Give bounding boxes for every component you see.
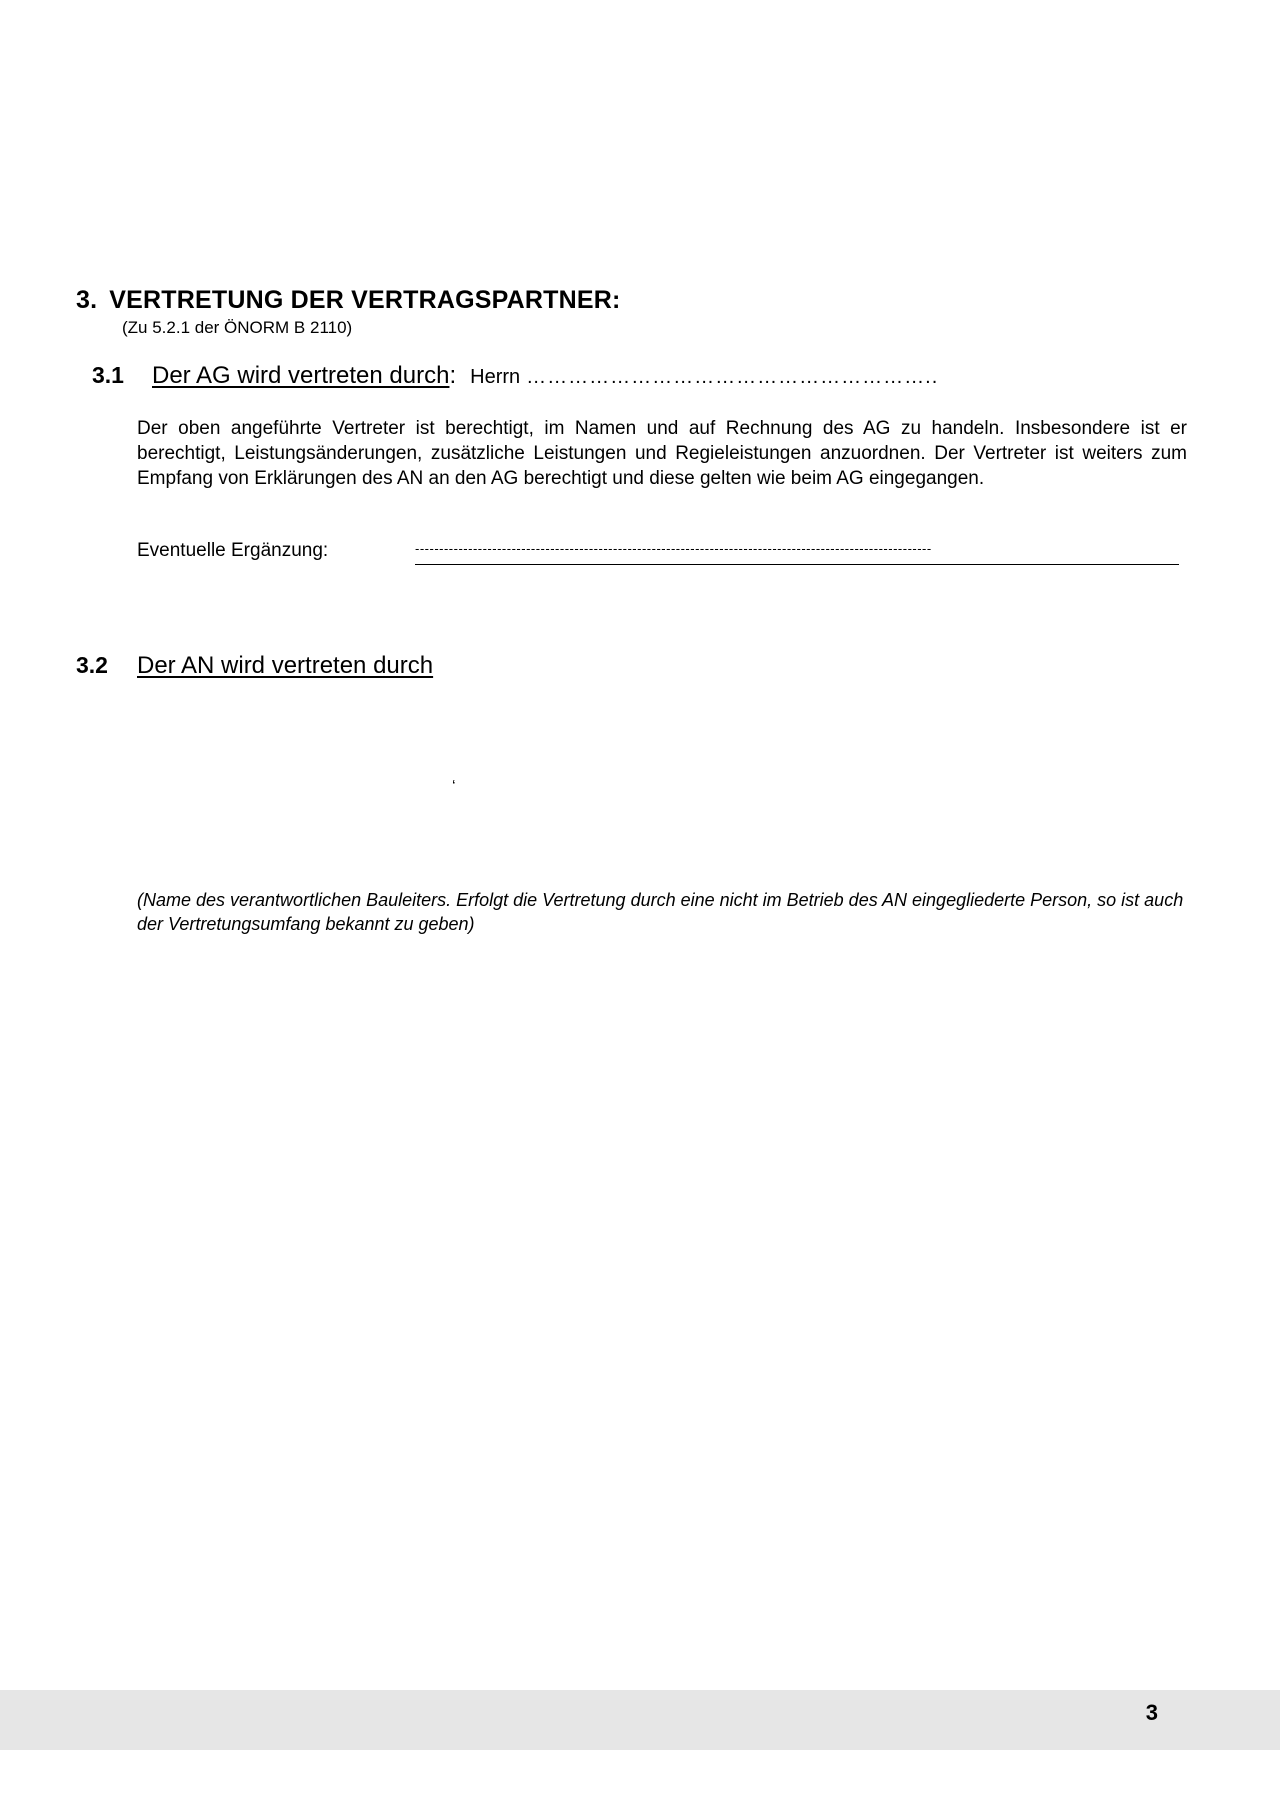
section-title: VERTRETUNG DER VERTRAGSPARTNER: [109, 286, 621, 314]
page-footer [0, 1690, 1280, 1750]
subsection-3-1-number: 3.1 [92, 362, 124, 388]
subsection-3-2-heading [76, 652, 433, 680]
section-heading [76, 286, 621, 315]
subsection-3-2-number: 3.2 [76, 652, 108, 678]
subsection-3-2-title: Der AN wird vertreten durch [137, 652, 434, 679]
bauleiter-note: (Name des verantwortlichen Bauleiters. Erfolgt die Vertretung durch eine nicht im Betrieb des AN eingegliederte Person, so ist auch der Vertretungsumfang bekannt zu geben) [137, 890, 1184, 934]
stray-mark: ‘ [452, 778, 456, 795]
representative-name-field[interactable]: ………………………………………………….. [526, 366, 939, 388]
subsection-3-1-title: Der AG wird vertreten durch [152, 362, 450, 389]
subsection-3-1-colon: : [449, 362, 457, 389]
page-number: 3 [1145, 1700, 1158, 1725]
section-number: 3. [76, 286, 98, 314]
subsection-3-1-heading [92, 362, 938, 390]
salutation: Herrn [470, 366, 521, 388]
ergaenzung-field[interactable]: ----------------------------------------------------------------------------------------------------------- [415, 540, 1179, 565]
representation-paragraph: Der oben angeführte Vertreter ist berechtigt, im Namen und auf Rechnung des AG zu handeln. Insbesondere ist er berechtigt, Leistungsänderungen, zusätzliche Leistungen und Regieleistungen anzuordnen. Der Vertreter ist weiters zum Empfang von Erklärungen des AN an den AG berechtigt und diese gelten wie beim AG eingegangen. [137, 418, 1187, 489]
ergaenzung-label: Eventuelle Ergänzung: [137, 540, 329, 561]
section-reference: (Zu 5.2.1 der ÖNORM B 2110) [122, 318, 353, 337]
